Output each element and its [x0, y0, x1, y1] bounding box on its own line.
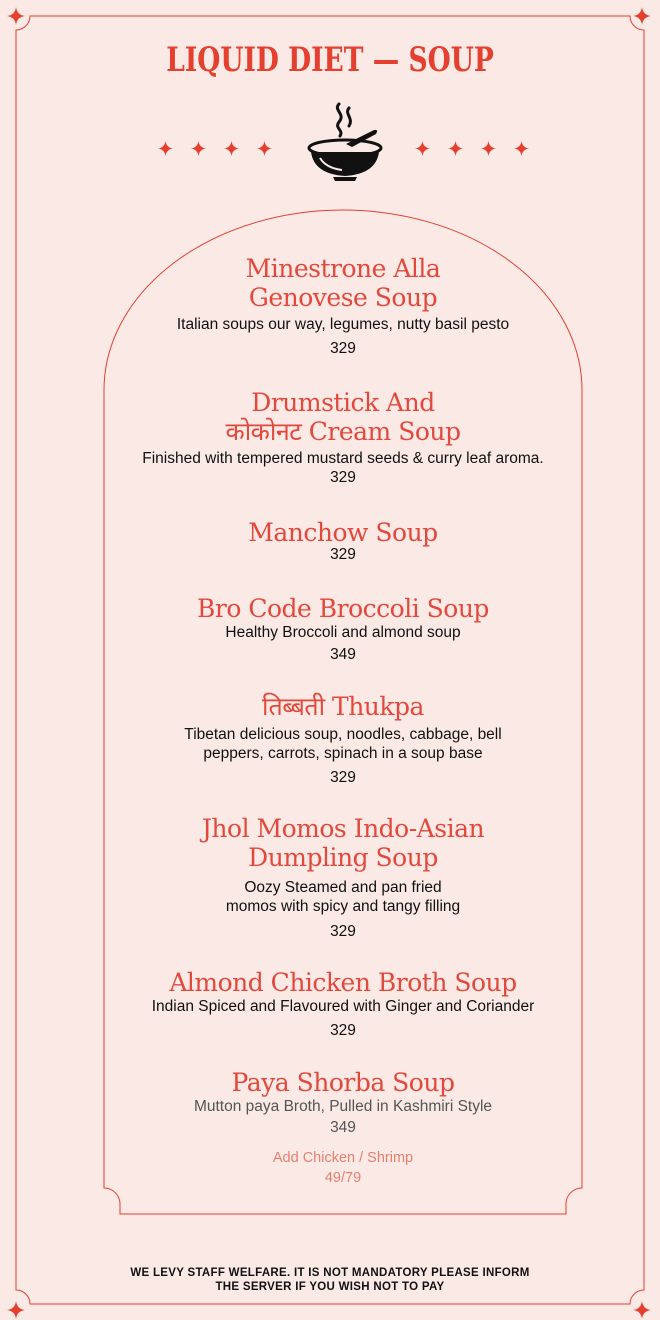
four-point-star-icon	[190, 140, 207, 157]
item-description: Indian Spiced and Flavoured with Ginger and Coriander	[151, 998, 535, 1015]
menu-item	[110, 692, 576, 787]
item-price: 329	[330, 923, 356, 940]
footer-line: WE LEVY STAFF WELFARE. IT IS NOT MANDATORY PLEASE INFORM	[130, 1267, 530, 1279]
item-name: Minestrone Alla	[245, 254, 441, 283]
menu-item	[110, 388, 576, 487]
four-point-star-icon	[480, 140, 497, 157]
menu-item	[110, 814, 576, 941]
item-price: 329	[330, 340, 356, 357]
four-point-star-icon	[157, 140, 174, 157]
footer-line: THE SERVER IF YOU WISH NOT TO PAY	[215, 1281, 445, 1293]
menu-item	[110, 968, 576, 1040]
corner-star-icon	[632, 1300, 652, 1320]
item-name: Jhol Momos Indo-Asian	[201, 814, 485, 843]
item-description: Italian soups our way, legumes, nutty basil pesto	[176, 316, 510, 333]
corner-star-icon	[6, 6, 26, 26]
item-name: कोकोनट Cream Soup	[225, 417, 461, 446]
item-price: 349	[330, 646, 356, 663]
item-description: Oozy Steamed and pan fried	[244, 879, 442, 896]
item-name: Dumpling Soup	[248, 843, 438, 872]
addon-label: Add Chicken / Shrimp	[272, 1150, 414, 1166]
item-name: Manchow Soup	[248, 518, 438, 547]
menu-item	[110, 518, 576, 564]
item-price: 329	[330, 769, 356, 786]
star-ornament-right	[414, 140, 530, 157]
item-name: Paya Shorba Soup	[231, 1068, 455, 1097]
page-title: LIQUID DIET — SOUP	[166, 40, 494, 80]
four-point-star-icon	[513, 140, 530, 157]
item-name: Drumstick And	[251, 388, 435, 417]
item-description: Tibetan delicious soup, noodles, cabbage, bell	[184, 726, 502, 743]
soup-bowl-icon	[306, 100, 384, 186]
four-point-star-icon	[414, 140, 431, 157]
menu-item	[110, 254, 576, 358]
corner-star-icon	[632, 6, 652, 26]
item-price: 329	[330, 469, 356, 486]
item-price: 329	[330, 1022, 356, 1039]
item-description: Healthy Broccoli and almond soup	[225, 624, 461, 641]
item-name: Genovese Soup	[248, 283, 438, 312]
menu-item	[110, 594, 576, 664]
four-point-star-icon	[223, 140, 240, 157]
corner-star-icon	[6, 1300, 26, 1320]
item-description: Mutton paya Broth, Pulled in Kashmiri Style	[193, 1098, 493, 1115]
item-description: Finished with tempered mustard seeds & curry leaf aroma.	[142, 450, 544, 467]
item-name: Bro Code Broccoli Soup	[197, 594, 489, 623]
four-point-star-icon	[447, 140, 464, 157]
item-name: तिब्बती Thukpa	[262, 692, 424, 721]
item-description: peppers, carrots, spinach in a soup base	[203, 745, 483, 762]
item-name: Almond Chicken Broth Soup	[169, 968, 517, 997]
addon-price: 49/79	[324, 1170, 362, 1186]
item-price: 349	[330, 1119, 356, 1136]
menu-item	[110, 1068, 576, 1188]
item-price: 329	[330, 546, 356, 563]
star-ornament-left	[157, 140, 273, 157]
item-description: momos with spicy and tangy filling	[225, 898, 461, 915]
footer-note	[0, 1266, 660, 1294]
four-point-star-icon	[256, 140, 273, 157]
